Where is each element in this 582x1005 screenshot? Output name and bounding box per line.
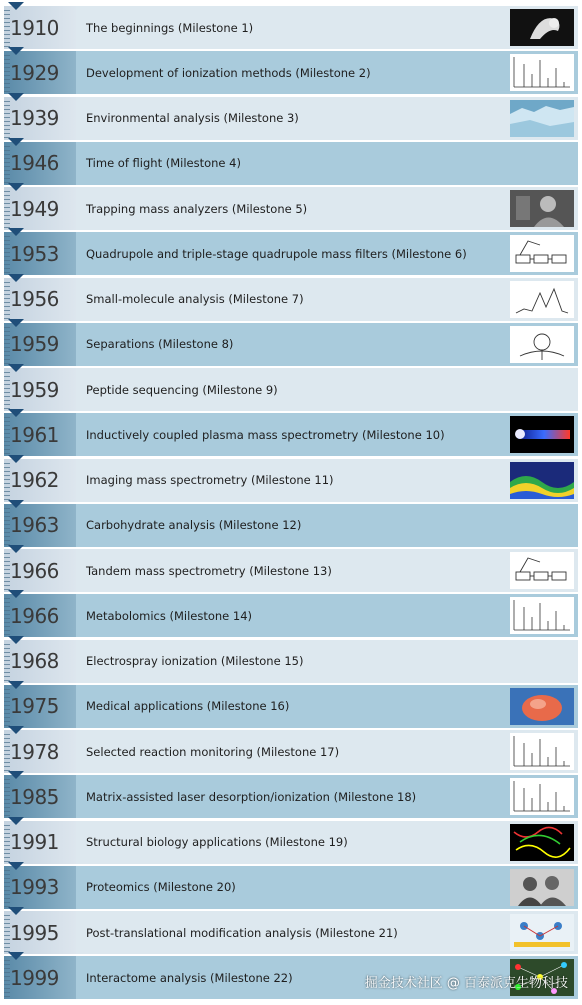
milestone-thumbnail — [510, 281, 574, 318]
year-cell — [4, 956, 76, 999]
year-cell — [4, 413, 76, 456]
year-cell — [4, 187, 76, 230]
milestone-year: 1959 — [10, 377, 59, 402]
label-cell — [76, 775, 578, 818]
milestone-row — [4, 187, 578, 230]
milestone-label: Electrospray ionization (Milestone 15) — [86, 654, 304, 668]
milestone-label: Time of flight (Milestone 4) — [86, 156, 241, 171]
year-cell — [4, 730, 76, 773]
triangle-marker-icon — [8, 409, 24, 417]
label-cell — [76, 368, 578, 411]
milestone-row — [4, 6, 578, 49]
milestone-label: Inductively coupled plasma mass spectrometry (Milestone 10) — [86, 427, 445, 442]
milestone-year: 1966 — [10, 558, 59, 583]
milestone-row — [4, 775, 578, 818]
year-cell — [4, 775, 76, 818]
milestone-label: Environmental analysis (Milestone 3) — [86, 111, 299, 125]
milestone-year: 1910 — [10, 15, 59, 40]
label-cell — [76, 187, 578, 230]
triangle-marker-icon — [8, 726, 24, 734]
milestone-label: Separations (Milestone 8) — [86, 337, 234, 352]
triangle-marker-icon — [8, 862, 24, 870]
milestone-thumbnail — [510, 733, 574, 770]
milestone-thumbnail — [510, 462, 574, 499]
triangle-marker-icon — [8, 681, 24, 689]
label-cell — [76, 911, 578, 954]
year-cell — [4, 51, 76, 94]
label-cell — [76, 866, 578, 909]
milestone-label: The beginnings (Milestone 1) — [86, 20, 254, 35]
milestone-label: Tandem mass spectrometry (Milestone 13) — [86, 563, 332, 578]
triangle-marker-icon — [8, 952, 24, 960]
label-cell — [76, 730, 578, 773]
milestone-label: Imaging mass spectrometry (Milestone 11) — [86, 473, 334, 487]
label-cell — [76, 504, 578, 547]
milestone-thumbnail — [510, 416, 574, 453]
triangle-marker-icon — [8, 364, 24, 372]
milestone-row — [4, 459, 578, 502]
label-cell — [76, 459, 578, 502]
milestone-year: 1963 — [10, 513, 59, 538]
milestone-year: 1959 — [10, 332, 59, 357]
triangle-marker-icon — [8, 590, 24, 598]
milestone-thumbnail — [510, 869, 574, 906]
year-cell — [4, 866, 76, 909]
watermark: 掘金技术社区 @ 百泰派克生物科技 — [364, 976, 568, 991]
milestone-row — [4, 368, 578, 411]
milestone-year: 1929 — [10, 60, 59, 85]
milestone-thumbnail — [510, 190, 574, 227]
year-cell — [4, 323, 76, 366]
triangle-marker-icon — [8, 228, 24, 236]
year-cell — [4, 368, 76, 411]
year-cell — [4, 232, 76, 275]
milestone-row — [4, 911, 578, 954]
milestone-label: Quadrupole and triple-stage quadrupole mass filters (Milestone 6) — [86, 246, 467, 261]
label-cell — [76, 323, 578, 366]
label-cell — [76, 232, 578, 275]
year-cell — [4, 911, 76, 954]
milestone-row — [4, 97, 578, 140]
milestone-label: Peptide sequencing (Milestone 9) — [86, 382, 278, 397]
milestone-thumbnail — [510, 914, 574, 951]
milestone-label: Trapping mass analyzers (Milestone 5) — [86, 201, 308, 216]
milestone-label: Selected reaction monitoring (Milestone 17) — [86, 744, 340, 759]
triangle-marker-icon — [8, 274, 24, 282]
milestone-year: 1946 — [10, 151, 59, 176]
milestone-row — [4, 51, 578, 94]
milestone-row — [4, 142, 578, 185]
milestone-row — [4, 278, 578, 321]
milestone-label: Interactome analysis (Milestone 22) — [86, 970, 293, 985]
milestone-thumbnail — [510, 552, 574, 589]
milestone-year: 1975 — [10, 694, 59, 719]
year-cell — [4, 821, 76, 864]
milestone-row — [4, 413, 578, 456]
label-cell — [76, 6, 578, 49]
milestone-row — [4, 504, 578, 547]
label-cell — [76, 685, 578, 728]
label-cell — [76, 97, 578, 140]
triangle-marker-icon — [8, 455, 24, 463]
milestone-year: 1993 — [10, 875, 59, 900]
year-cell — [4, 97, 76, 140]
label-cell — [76, 640, 578, 683]
triangle-marker-icon — [8, 907, 24, 915]
label-cell — [76, 549, 578, 592]
milestone-year: 1949 — [10, 196, 59, 221]
triangle-marker-icon — [8, 771, 24, 779]
triangle-marker-icon — [8, 138, 24, 146]
milestone-year: 1953 — [10, 241, 59, 266]
milestone-label: Proteomics (Milestone 20) — [86, 880, 236, 895]
year-cell — [4, 504, 76, 547]
milestone-year: 1999 — [10, 965, 59, 990]
label-cell — [76, 278, 578, 321]
label-cell — [76, 594, 578, 637]
milestone-thumbnail — [510, 326, 574, 363]
milestone-label: Small-molecule analysis (Milestone 7) — [86, 292, 304, 306]
triangle-marker-icon — [8, 2, 24, 10]
triangle-marker-icon — [8, 93, 24, 101]
milestone-year: 1961 — [10, 422, 59, 447]
triangle-marker-icon — [8, 636, 24, 644]
milestone-year: 1939 — [10, 106, 59, 130]
label-cell — [76, 142, 578, 185]
milestone-thumbnail — [510, 824, 574, 861]
milestone-row — [4, 594, 578, 637]
milestone-row — [4, 821, 578, 864]
year-cell — [4, 278, 76, 321]
milestone-year: 1966 — [10, 603, 59, 628]
milestone-label: Carbohydrate analysis (Milestone 12) — [86, 518, 302, 533]
milestone-label: Structural biology applications (Milestone 19) — [86, 835, 348, 849]
milestone-thumbnail — [510, 235, 574, 272]
milestone-row — [4, 866, 578, 909]
label-cell — [76, 51, 578, 94]
year-cell — [4, 142, 76, 185]
milestone-thumbnail — [510, 100, 574, 137]
milestone-year: 1995 — [10, 920, 59, 945]
milestone-thumbnail — [510, 597, 574, 634]
milestone-row — [4, 640, 578, 683]
year-cell — [4, 640, 76, 683]
triangle-marker-icon — [8, 47, 24, 55]
milestone-row — [4, 730, 578, 773]
milestone-year: 1978 — [10, 739, 59, 764]
milestone-row — [4, 685, 578, 728]
label-cell — [76, 821, 578, 864]
triangle-marker-icon — [8, 817, 24, 825]
milestone-label: Development of ionization methods (Milestone 2) — [86, 65, 371, 80]
milestone-label: Medical applications (Milestone 16) — [86, 699, 290, 714]
milestone-year: 1956 — [10, 287, 59, 311]
milestone-year: 1962 — [10, 468, 59, 492]
milestone-label: Post-translational modification analysis (Milestone 21) — [86, 925, 398, 940]
milestone-thumbnail — [510, 9, 574, 46]
label-cell — [76, 413, 578, 456]
milestone-thumbnail — [510, 778, 574, 815]
milestone-year: 1968 — [10, 649, 59, 673]
milestone-timeline — [4, 6, 578, 1002]
triangle-marker-icon — [8, 319, 24, 327]
triangle-marker-icon — [8, 183, 24, 191]
milestone-label: Matrix-assisted laser desorption/ionization (Milestone 18) — [86, 789, 417, 804]
year-cell — [4, 459, 76, 502]
milestone-row — [4, 549, 578, 592]
year-cell — [4, 6, 76, 49]
year-cell — [4, 549, 76, 592]
year-cell — [4, 685, 76, 728]
milestone-year: 1991 — [10, 830, 59, 854]
milestone-row — [4, 323, 578, 366]
milestone-row — [4, 232, 578, 275]
milestone-thumbnail — [510, 688, 574, 725]
triangle-marker-icon — [8, 500, 24, 508]
triangle-marker-icon — [8, 545, 24, 553]
milestone-label: Metabolomics (Milestone 14) — [86, 608, 253, 623]
milestone-year: 1985 — [10, 784, 59, 809]
year-cell — [4, 594, 76, 637]
milestone-thumbnail — [510, 54, 574, 91]
